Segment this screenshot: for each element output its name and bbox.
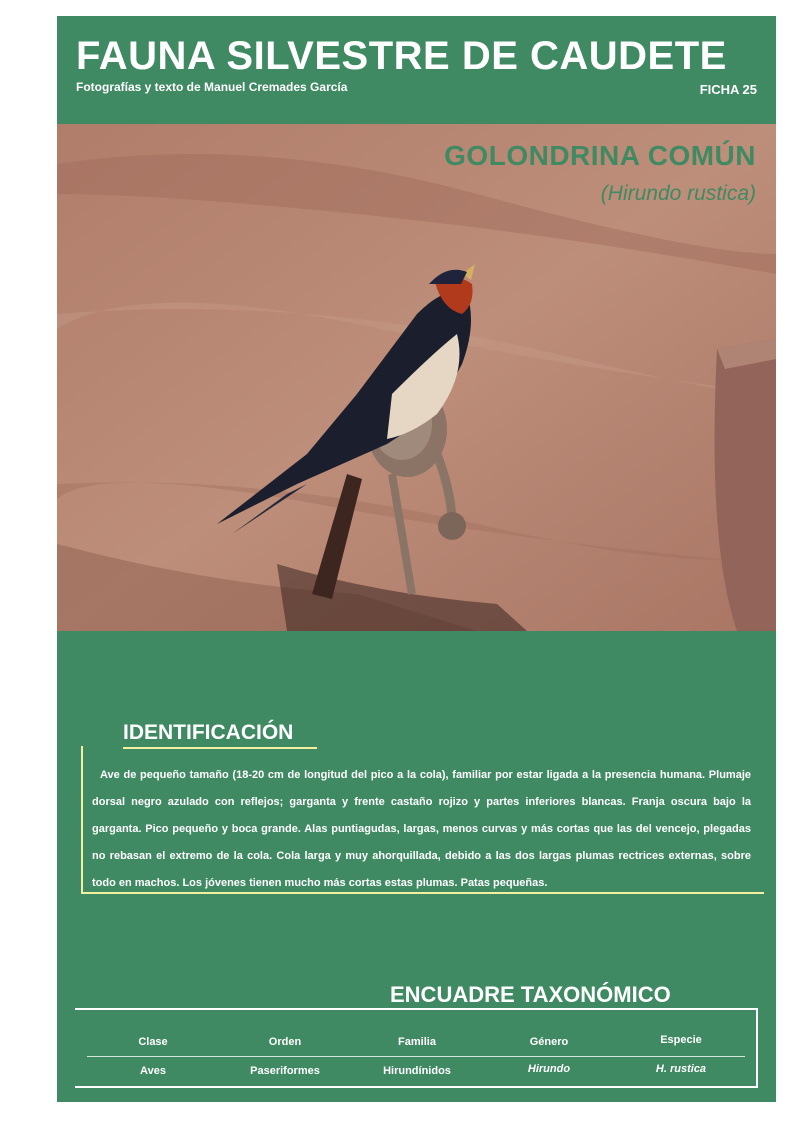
page-title: FAUNA SILVESTRE DE CAUDETE: [76, 34, 727, 78]
author-credits: Fotografías y texto de Manuel Cremades García: [76, 80, 348, 94]
taxonomy-value-genero: Hirundo: [527, 1063, 571, 1075]
taxonomy-header-genero: Género: [529, 1036, 569, 1048]
taxonomy-header-orden: Orden: [268, 1036, 302, 1048]
swallow-photo: [57, 124, 776, 631]
identification-heading: IDENTIFICACIÓN: [123, 721, 294, 744]
species-common-name: GOLONDRINA COMÚN: [444, 140, 756, 171]
identification-text: Ave de pequeño tamaño (18-20 cm de longitud del pico a la cola), familiar por estar ligada a la presencia humana. Plumaje dorsal negro azulado con reflejos; garganta y frente castaño rojizo y partes inferiores blancas. Franja oscura bajo la garganta. Pico pequeño y boca grande. Alas puntiagudas, largas, menos curvas y más cortas que las del vencejo, plegadas no rebasan el extremo de la cola. Cola larga y muy ahorquillada, debido a las dos largas plumas rectrices externas, sobre todo en machos. Los jóvenes tienen mucho más cortas estas plumas. Patas pequeñas.: [92, 769, 751, 889]
taxonomy-divider: [87, 1056, 745, 1057]
sheet-number: FICHA 25: [699, 82, 757, 97]
header-band: [57, 16, 776, 124]
fact-sheet: [57, 16, 776, 1102]
taxonomy-header-familia: Familia: [398, 1036, 436, 1048]
species-scientific-name: (Hirundo rustica): [600, 182, 756, 205]
taxonomy-value-familia: Hirundínidos: [383, 1065, 451, 1077]
taxonomy-header-especie: Especie: [660, 1034, 702, 1046]
taxonomy-value-especie: H. rustica: [655, 1063, 707, 1075]
taxonomy-heading: ENCUADRE TAXONÓMICO: [390, 982, 671, 1007]
taxonomy-value-clase: Aves: [140, 1065, 166, 1077]
taxonomy-value-orden: Paseriformes: [250, 1065, 320, 1077]
taxonomy-header-clase: Clase: [138, 1036, 168, 1048]
